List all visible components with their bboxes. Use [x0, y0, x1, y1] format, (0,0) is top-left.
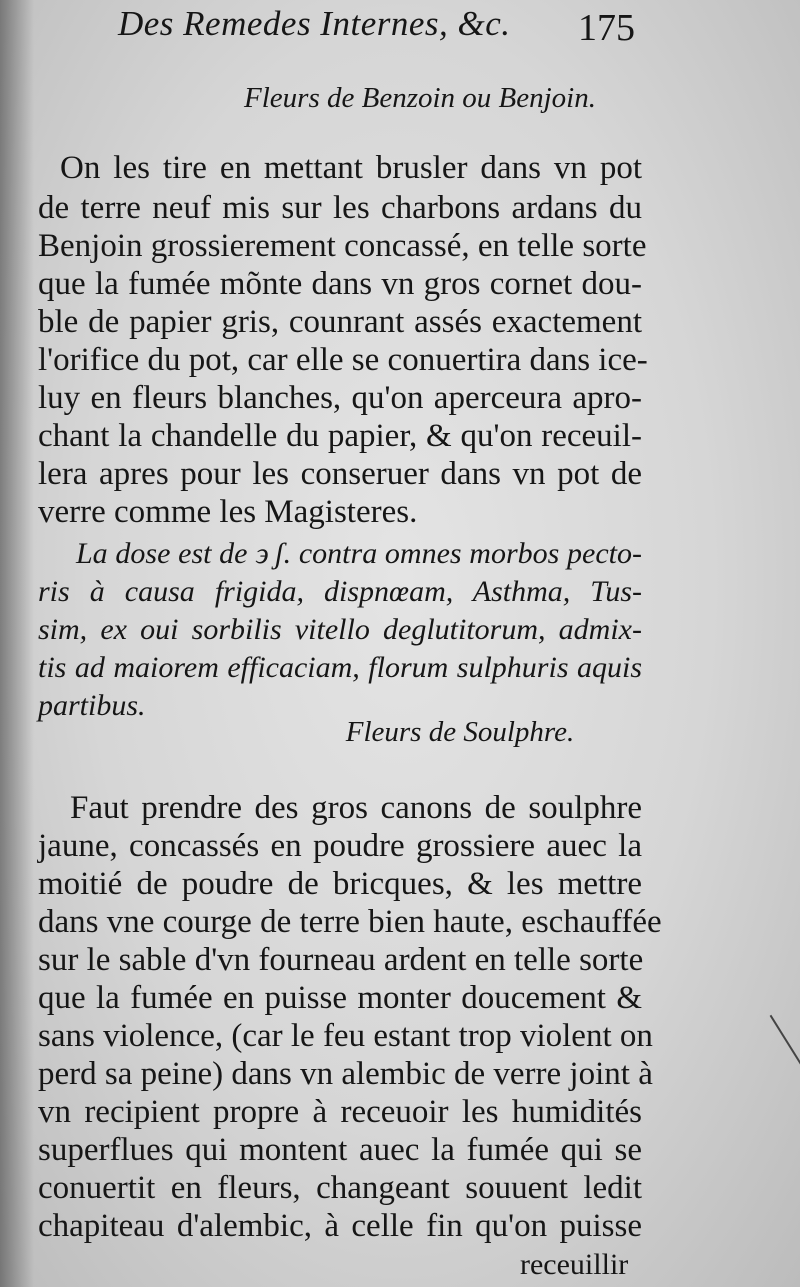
section-heading-benjoin: Fleurs de Benzoin ou Benjoin. — [244, 82, 596, 114]
text-line: luy en fleurs blanches, qu'on aperceura apro- — [38, 380, 642, 416]
text-line: lera apres pour les conseruer dans vn pot de — [38, 456, 642, 492]
text-line: chapiteau d'alembic, à celle fin qu'on puisse — [38, 1208, 642, 1244]
text-line: Benjoin grossierement concassé, en telle sorte — [38, 228, 647, 264]
text-line: ble de papier gris, counrant assés exactement — [38, 304, 642, 340]
catchword: receuillir — [520, 1248, 629, 1281]
text-line: sans violence, (car le feu estant trop violent on — [38, 1018, 653, 1054]
text-line: moitié de poudre de bricques, & les mettre — [38, 866, 642, 902]
text-line: dans vne courge de terre bien haute, eschauffée — [38, 904, 662, 940]
text-line: que la fumée en puisse monter doucement & — [38, 980, 642, 1016]
text-line: perd sa peine) dans vn alembic de verre joint à — [38, 1056, 653, 1092]
text-line: conuertit en fleurs, changeant souuent ledit — [38, 1170, 642, 1206]
text-line: ris à causa frigida, dispnœam, Asthma, Tus- — [38, 575, 642, 608]
text-line: sur le sable d'vn fourneau ardent en telle sorte — [38, 942, 644, 978]
text-line: verre comme les Magisteres. — [38, 494, 418, 530]
text-line: tis ad maiorem efficaciam, florum sulphuris aquis — [38, 651, 642, 684]
running-title: Des Remedes Internes, &c. — [118, 4, 511, 43]
text-line: jaune, concassés en poudre grossiere auec la — [38, 828, 642, 864]
page-number: 175 — [578, 7, 635, 49]
margin-pen-mark — [770, 1015, 800, 1075]
text-line: sim, ex oui sorbilis vitello deglutitorum, admix- — [38, 613, 642, 646]
text-line: vn recipient propre à receuoir les humidités — [38, 1094, 642, 1130]
text-line: La dose est de ϶ ʃ. contra omnes morbos pecto- — [76, 537, 642, 570]
text-line: partibus. — [38, 689, 146, 722]
text-line: Faut prendre des gros canons de soulphre — [70, 790, 642, 826]
text-line: On les tire en mettant brusler dans vn pot — [60, 150, 642, 186]
text-line: l'orifice du pot, car elle se conuertira dans ice- — [38, 342, 648, 378]
text-line: de terre neuf mis sur les charbons ardans du — [38, 190, 642, 226]
text-line: que la fumée mõnte dans vn gros cornet dou- — [38, 266, 642, 302]
section-heading-soulphre: Fleurs de Soulphre. — [345, 716, 575, 748]
text-line: chant la chandelle du papier, & qu'on receuil- — [38, 418, 642, 454]
text-line: superflues qui montent auec la fumée qui se — [38, 1132, 642, 1168]
page-binding-shadow — [0, 0, 34, 1287]
